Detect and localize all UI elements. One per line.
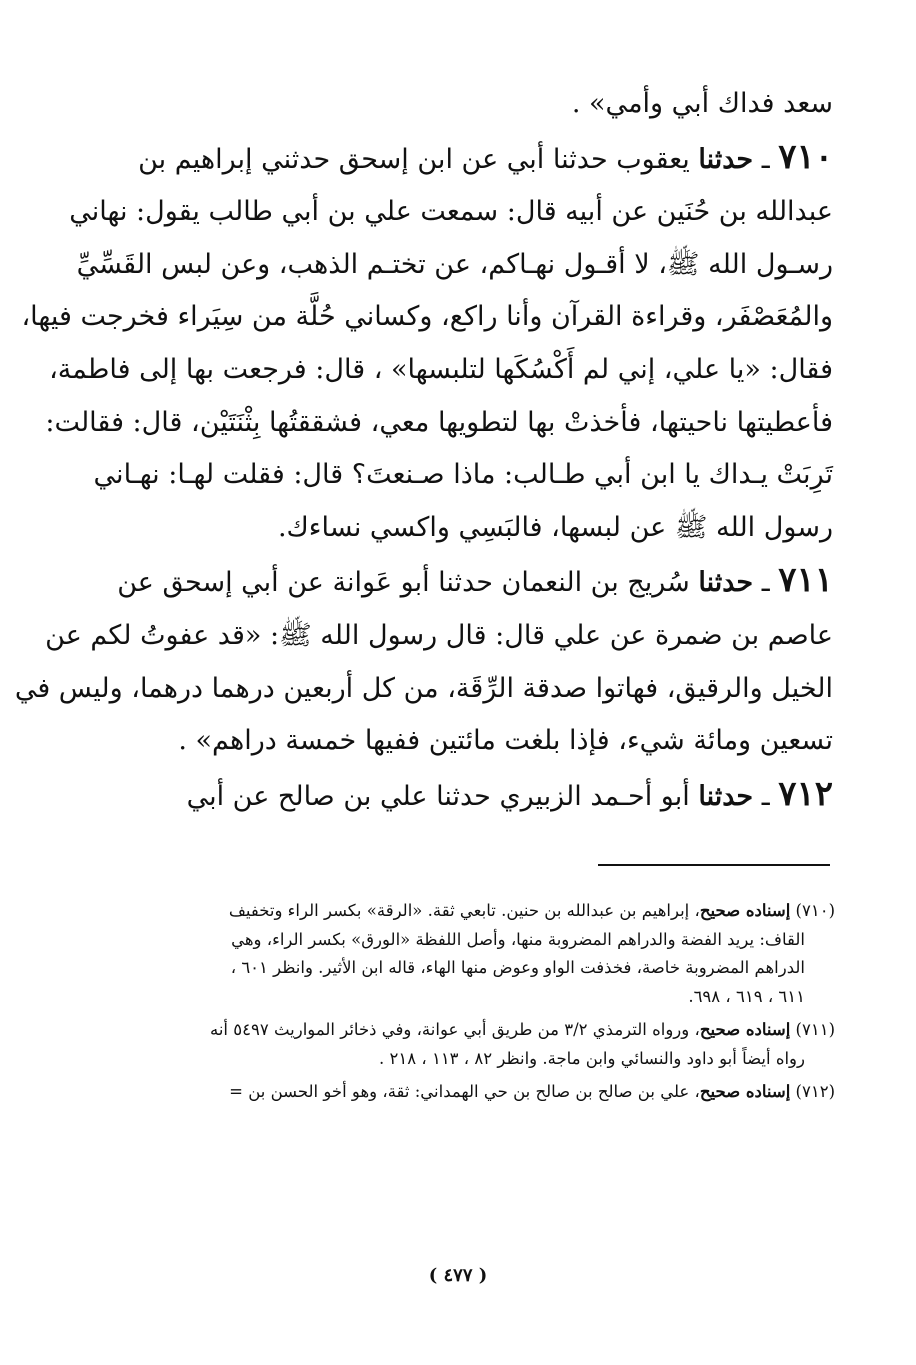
footnote-line: القاف: يريد الفضة والدراهم المضروبة منها، وأصل اللفظة «الورق» بكسر الراء، وهي: [231, 929, 805, 949]
footnote-keyword: إسناده صحيح: [699, 901, 791, 920]
main-text: [14, 78, 833, 823]
footnote-ref: (٧١٢): [795, 1082, 835, 1101]
footnote-segment: ، علي بن صالح بن صالح بن حي الهمداني: ثقة، وهو أخو الحسن بن =: [229, 1082, 700, 1101]
hadith-711: [14, 554, 833, 767]
footnote-segment: ، إبراهيم بن عبدالله بن حنين. تابعي ثقة. «الرقة» بكسر الراء وتخفيف: [228, 901, 700, 920]
footnote-keyword: إسناده صحيح: [699, 1082, 791, 1101]
hadith-keyword: حدثنا: [698, 780, 754, 812]
text-segment: سُريج بن النعمان حدثنا أبو عَوانة عن أبي إسحق عن: [117, 567, 699, 599]
text-line: [125, 768, 833, 824]
footnote-line: ٦١١ ، ٦١٩ ، ٦٩٨.: [688, 986, 805, 1006]
footnote-line: [100, 897, 835, 926]
footnote-ref: (٧١٠): [795, 901, 835, 920]
footnote-line: رواه أيضاً أبو داود والنسائي وابن ماجة. وانظر ٨٢ ، ١١٣ ، ٢١٨ .: [379, 1048, 805, 1068]
text-line: فأعطيتها ناحيتها، فأخذتْ بها لتطويها معي، فشققتُها بِثْنَتَيْن، قال: فقالت:: [45, 406, 833, 438]
text-line: سعد فداك أبي وأمي» .: [571, 88, 833, 119]
footnote-line: [100, 1016, 835, 1045]
footnote-keyword: إسناده صحيح: [699, 1020, 791, 1039]
text-line: تَرِبَتْ يـداك يا ابن أبي طـالب: ماذا صـنعتَ؟ قال: فقلت لهـا: نهـاني: [93, 459, 833, 491]
footnote-710: [100, 897, 835, 1011]
text-line: فقال: «يا علي، إني لم أَكْسُكَها لتلبسها» ، قال: فرجعت بها إلى فاطمة،: [49, 353, 833, 385]
dash: ـ: [753, 780, 779, 812]
footnote-segment: ، ورواه الترمذي ٣/٢ من طريق أبي عوانة، وفي ذخائر المواريث ٥٤٩٧ أنه: [209, 1020, 700, 1039]
hadith-710: [21, 131, 833, 555]
hadith-number: ٧١١: [778, 560, 833, 601]
hadith-keyword: حدثنا: [698, 143, 754, 175]
footnote-711: [100, 1016, 835, 1073]
text-line: عاصم بن ضمرة عن علي قال: قال رسول الله ﷺ: «قد عفوتُ لكم عن: [45, 619, 833, 651]
text-line: رسول الله ﷺ عن لبسها، فالبَسِي واكسي نساءك.: [277, 511, 833, 543]
intro-line: [125, 78, 833, 131]
footnote-separator: [598, 864, 830, 866]
footnote-712: [100, 1078, 835, 1107]
dash: ـ: [753, 143, 779, 175]
footnote-line: الدراهم المضروبة خاصة، فخذفت الواو وعوض منها الهاء، قاله ابن الأثير. وانظر ٦٠١ ،: [230, 958, 805, 977]
hadith-keyword: حدثنا: [698, 567, 754, 599]
dash: ـ: [753, 567, 779, 599]
text-line: [125, 131, 833, 187]
text-line: تسعين ومائة شيء، فإذا بلغت مائتين ففيها خمسة دراهم» .: [178, 725, 833, 757]
text-line: [117, 554, 833, 610]
hadith-number: ٧١٢: [778, 773, 833, 814]
hadith-number: ٧١٠: [778, 136, 833, 177]
text-line: عبدالله بن حُنَين عن أبيه قال: سمعت علي بن أبي طالب يقول: نهاني: [69, 196, 833, 228]
text-segment: أبو أحـمد الزبيري حدثنا علي بن صالح عن أبي: [186, 780, 699, 812]
text-segment: يعقوب حدثنا أبي عن ابن إسحق حدثني إبراهيم بن: [138, 143, 699, 175]
footnotes: [100, 897, 835, 1112]
footnote-ref: (٧١١): [795, 1020, 835, 1039]
text-line: والمُعَصْفَر، وقراءة القرآن وأنا راكع، وكساني حُلَّة من سِيَراء فخرجت فيها،: [21, 301, 833, 333]
footnote-line: [100, 1078, 835, 1107]
hadith-712: [125, 768, 833, 824]
text-line: الخيل والرقيق، فهاتوا صدقة الرِّقَة، من كل أربعين درهما درهما، وليس في: [14, 672, 833, 704]
text-line: رسـول الله ﷺ، لا أقـول نهـاكم، عن تختـم الذهب، وعن لبس القَسِّيِّ: [76, 248, 833, 280]
page-number: ( ٤٧٧ ): [428, 1265, 488, 1286]
